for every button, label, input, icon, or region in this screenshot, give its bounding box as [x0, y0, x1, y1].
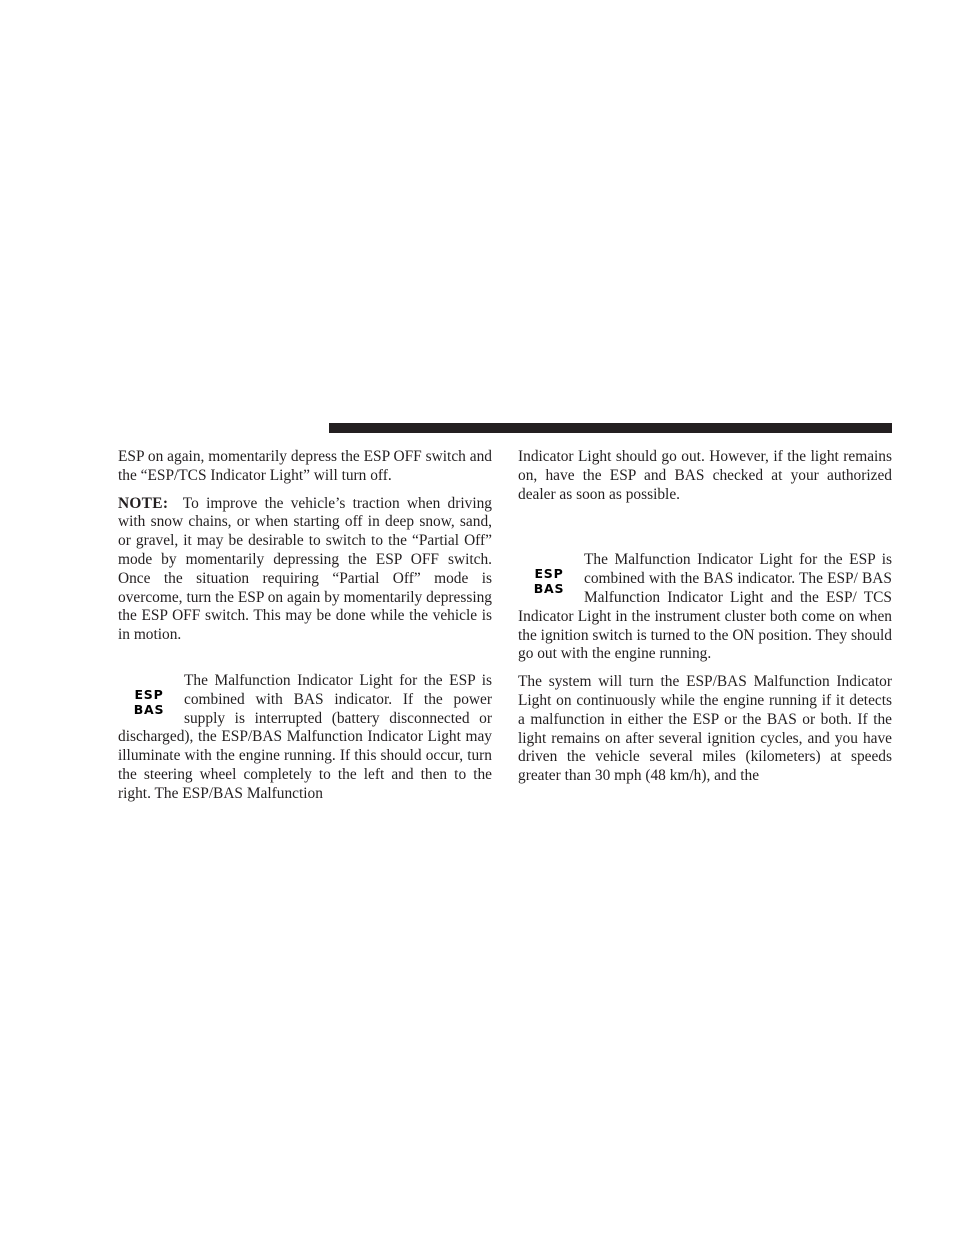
- right-paragraph-2-text: The Malfunction Indicator Light for the ESP is combined with the BAS indicator. The ESP/ BAS Malfunction Indicator Light and the ESP/ TCS Indicator Light in the instrument cluster both come on when the ignition switch is turned to the ON position. They should go out with the engine running.: [518, 551, 892, 663]
- left-paragraph-1: ESP on again, momentarily depress the ESP OFF switch and the “ESP/TCS Indicator Light” will turn off.: [118, 448, 492, 484]
- note-label: NOTE:: [118, 494, 169, 512]
- left-paragraph-3-text: The Malfunction Indicator Light for the ESP is combined with BAS indicator. If the power supply is interrupted (battery disconnected or discharged), the ESP/BAS Malfunction Indicator Light may illuminate with the engine running. If this should occur, turn the steering wheel completely to the left and then to the right. The ESP/BAS Malfunction: [118, 671, 492, 802]
- esp-bas-indicator-icon: [129, 687, 169, 717]
- esp-icon-text: ESP: [134, 686, 164, 702]
- right-paragraph-1: Indicator Light should go out. However, if the light remains on, have the ESP and BAS checked at your authorized dealer as soon as possible.: [518, 448, 892, 503]
- left-paragraph-3: [118, 672, 492, 804]
- esp-icon-text: ESP: [534, 566, 564, 582]
- right-paragraph-2: [518, 551, 892, 664]
- right-paragraph-3: The system will turn the ESP/BAS Malfunction Indicator Light on continuously while the engine running if it detects a malfunction in either the ESP or the BAS or both. If the light remains on after several ignition cycles, and you have driven the vehicle several miles (kilometers) at speeds greater than 30 mph (48 km/h), and the: [518, 673, 892, 785]
- left-column: [118, 448, 492, 813]
- section-spacer: [118, 654, 492, 672]
- bas-icon-text: BAS: [133, 701, 165, 717]
- esp-bas-icon-left-wrap: [118, 672, 184, 726]
- note-paragraph: [118, 495, 492, 645]
- right-column: [518, 448, 892, 795]
- section-spacer: [518, 513, 892, 551]
- esp-bas-icon-right-wrap: [518, 551, 584, 605]
- note-text: To improve the vehicle’s traction when driving with snow chains, or when starting off in deep snow, sand, or gravel, it may be desirable to switch to the “Partial Off” mode by momentarily depressing the ESP OFF switch. Once the situation requiring “Partial Off” mode is overcome, turn the ESP on again by momentarily depressing the ESP OFF switch. This may be done while the vehicle is in motion.: [118, 494, 492, 644]
- header-rule-bar: [329, 423, 892, 433]
- bas-icon-text: BAS: [533, 581, 565, 597]
- esp-bas-indicator-icon: [529, 566, 569, 596]
